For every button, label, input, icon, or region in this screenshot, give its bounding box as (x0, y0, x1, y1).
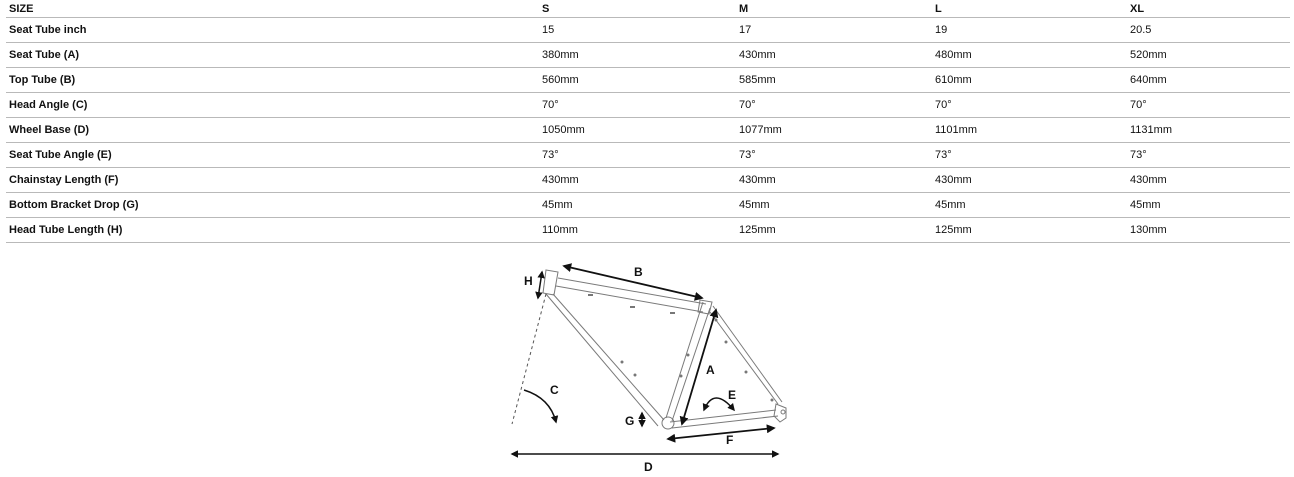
table-row (6, 143, 1290, 168)
header-l: L (932, 0, 1127, 18)
row-label: Bottom Bracket Drop (G) (6, 193, 539, 218)
cell-value: 430mm (932, 168, 1127, 193)
label-h: H (524, 274, 533, 288)
cell-value: 73° (932, 143, 1127, 168)
row-label: Chainstay Length (F) (6, 168, 539, 193)
table-row (6, 118, 1290, 143)
label-d: D (644, 460, 653, 474)
cell-value: 70° (1127, 93, 1290, 118)
label-a: A (706, 363, 715, 377)
table-row (6, 68, 1290, 93)
cell-value: 1131mm (1127, 118, 1290, 143)
cell-value: 45mm (1127, 193, 1290, 218)
row-label: Top Tube (B) (6, 68, 539, 93)
label-f: F (726, 433, 734, 447)
label-c: C (550, 383, 559, 397)
cell-value: 70° (539, 93, 736, 118)
cell-value: 110mm (539, 218, 736, 243)
cell-value: 430mm (1127, 168, 1290, 193)
cell-value: 480mm (932, 43, 1127, 68)
cell-value: 70° (736, 93, 932, 118)
cell-value: 1050mm (539, 118, 736, 143)
label-b: B (634, 265, 643, 279)
table-row (6, 93, 1290, 118)
dimension-arrow-f (668, 428, 774, 439)
header-s: S (539, 0, 736, 18)
cell-value: 19 (932, 18, 1127, 43)
dimension-arrow-h (538, 272, 542, 298)
cell-value: 610mm (932, 68, 1127, 93)
cell-value: 430mm (539, 168, 736, 193)
cell-value: 73° (1127, 143, 1290, 168)
cell-value: 430mm (736, 168, 932, 193)
table-row (6, 168, 1290, 193)
cell-value: 585mm (736, 68, 932, 93)
cell-value: 15 (539, 18, 736, 43)
label-g: G (625, 414, 635, 428)
dimension-arrow-b (564, 266, 702, 298)
label-e: E (728, 388, 737, 402)
cell-value: 45mm (736, 193, 932, 218)
cell-value: 640mm (1127, 68, 1290, 93)
header-m: M (736, 0, 932, 18)
table-header-row (6, 0, 1290, 18)
cell-value: 17 (736, 18, 932, 43)
frame-geometry-diagram (500, 258, 800, 476)
header-size: SIZE (6, 0, 539, 18)
row-label: Seat Tube inch (6, 18, 539, 43)
cell-value: 130mm (1127, 218, 1290, 243)
header-xl: XL (1127, 0, 1290, 18)
frame-bosses (588, 294, 774, 402)
row-label: Head Angle (C) (6, 93, 539, 118)
cell-value: 73° (736, 143, 932, 168)
cell-value: 125mm (932, 218, 1127, 243)
table-row (6, 43, 1290, 68)
cell-value: 73° (539, 143, 736, 168)
cell-value: 430mm (736, 43, 932, 68)
cell-value: 20.5 (1127, 18, 1290, 43)
cell-value: 125mm (736, 218, 932, 243)
cell-value: 1077mm (736, 118, 932, 143)
cell-value: 45mm (932, 193, 1127, 218)
cell-value: 520mm (1127, 43, 1290, 68)
cell-value: 45mm (539, 193, 736, 218)
bike-frame-drawing (543, 270, 786, 429)
row-label: Head Tube Length (H) (6, 218, 539, 243)
table-row (6, 218, 1290, 243)
cell-value: 560mm (539, 68, 736, 93)
table-row (6, 193, 1290, 218)
row-label: Seat Tube (A) (6, 43, 539, 68)
geometry-table (6, 0, 1290, 243)
steering-axis-line (512, 294, 546, 424)
table-row (6, 18, 1290, 43)
cell-value: 380mm (539, 43, 736, 68)
row-label: Wheel Base (D) (6, 118, 539, 143)
cell-value: 1101mm (932, 118, 1127, 143)
cell-value: 70° (932, 93, 1127, 118)
row-label: Seat Tube Angle (E) (6, 143, 539, 168)
